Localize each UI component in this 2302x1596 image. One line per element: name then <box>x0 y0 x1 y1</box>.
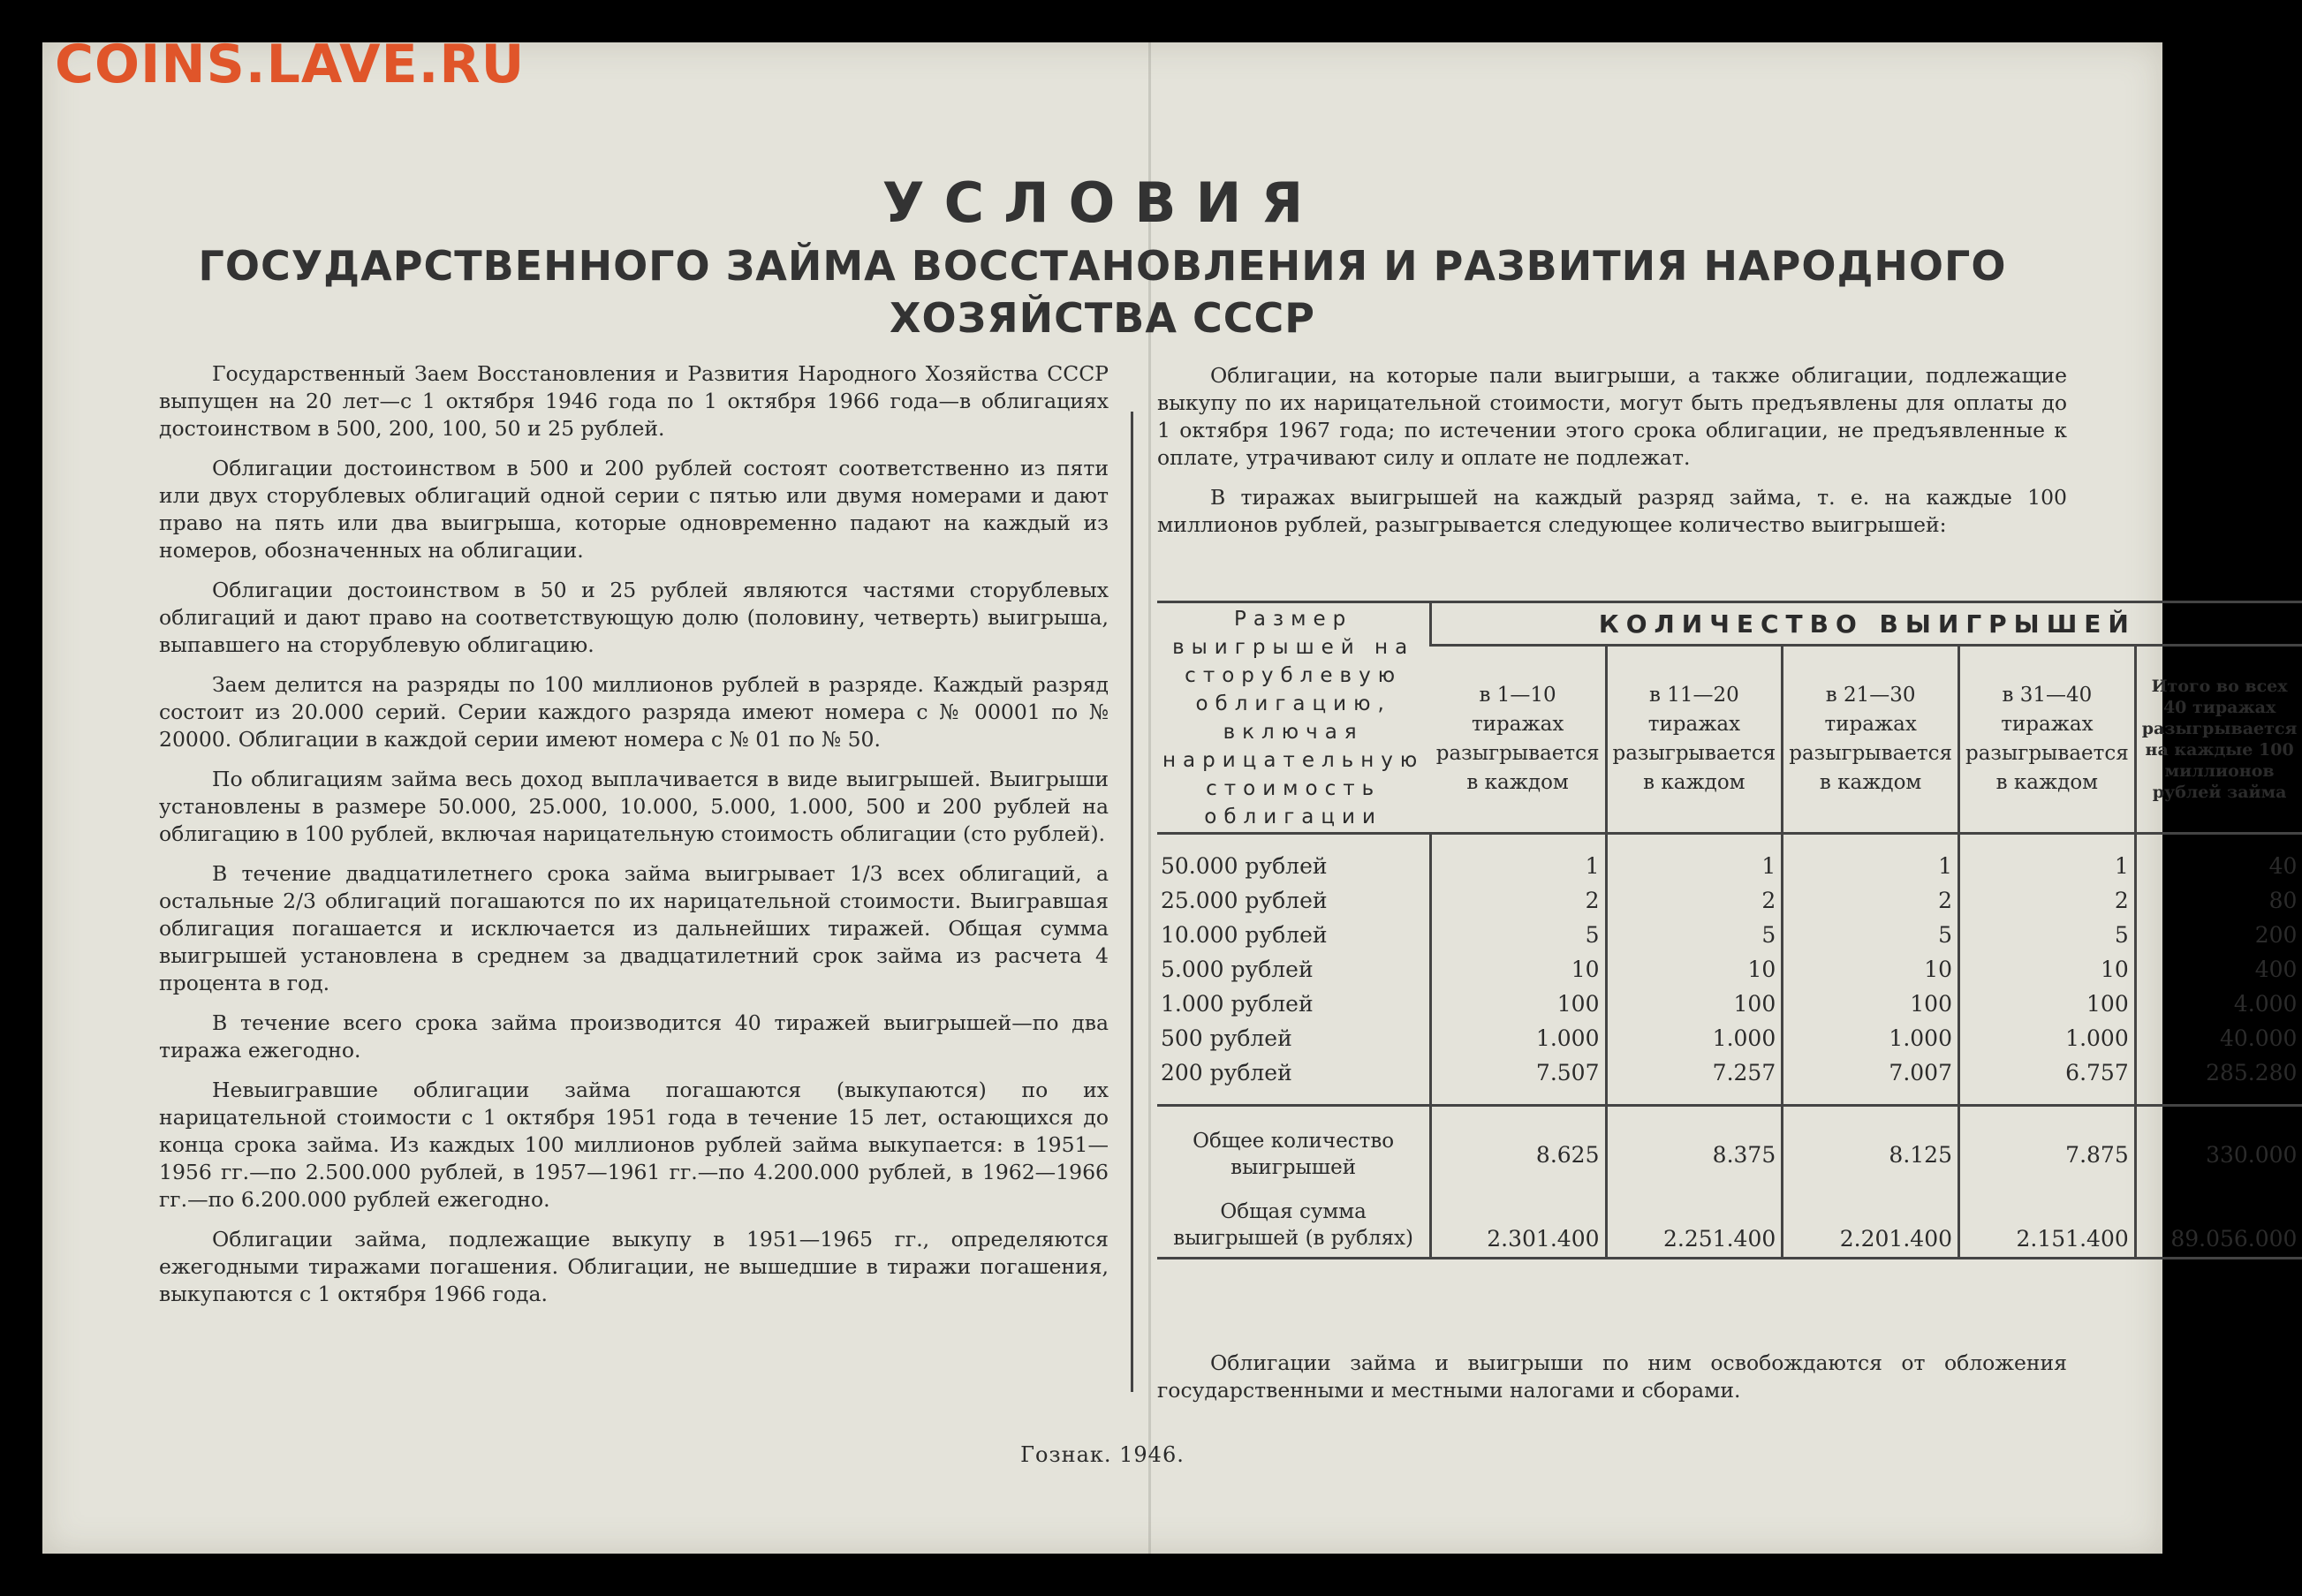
table-cell: 2 <box>1606 883 1783 918</box>
table-cell: 100 <box>1431 987 1606 1021</box>
table-cell: 7.007 <box>1783 1055 1959 1106</box>
table-cell: 400 <box>2135 952 2302 987</box>
table-cell: 2.151.400 <box>1959 1181 2136 1259</box>
table-row <box>1157 987 2302 1021</box>
table-cell: 285.280 <box>2135 1055 2302 1106</box>
paragraph: В течение двадцатилетнего срока займа выигрывает 1/3 всех облигаций, а остальные 2/3 облигаций погашаются по их нарицательной стоимости. Выигравшая облигация погашается и исключается из дальнейших тиражей. Общая сумма выигрышей установлена в среднем за двадцатилетний срок займа из расчета 4 процента в год. <box>159 861 1109 995</box>
right-column <box>1157 362 2067 551</box>
paragraph: Невыигравшие облигации займа погашаются (выкупаются) по их нарицательной стоимости с 1 октября 1951 года в течение 15 лет, остающихся до конца срока займа. Из каждых 100 миллионов рублей займа выкупается: в 1951—1956 гг.—по 2.500.000 рублей, в 1957—1961 гг.—по 4.200.000 рублей, в 1962—1966 гг.—по 6.200.000 рублей ежегодно. <box>159 1078 1109 1212</box>
table-cell: 10 <box>1783 952 1959 987</box>
table-row <box>1157 1055 2302 1106</box>
table-cell: 1.000 рублей <box>1161 991 1314 1017</box>
table-header-span: КОЛИЧЕСТВО ВЫИГРЫШЕЙ <box>1431 602 2302 646</box>
table-cell: 1.000 <box>1606 1021 1783 1055</box>
document-title: УСЛОВИЯ <box>882 170 1323 235</box>
table-header-cell: в 31—40 тиражах разыгрывается в каждом <box>1959 646 2136 834</box>
table-row <box>1157 834 2302 884</box>
table-cell: 1.000 <box>1959 1021 2136 1055</box>
paragraph: В течение всего срока займа производится 40 тиражей выигрышей—по два тиража ежегодно. <box>159 1010 1109 1063</box>
table-cell: 7.875 <box>1959 1106 2136 1182</box>
table-cell: 80 <box>2135 883 2302 918</box>
document-subtitle-line1: ГОСУДАРСТВЕННОГО ЗАЙМА ВОССТАНОВЛЕНИЯ И РАЗВИТИЯ НАРОДНОГО <box>198 242 2007 290</box>
column-divider <box>1131 412 1133 1392</box>
table-cell: 89.056.000 <box>2135 1181 2302 1259</box>
table-cell: 1 <box>1959 834 2136 884</box>
table-cell: 25.000 рублей <box>1161 888 1328 913</box>
left-column <box>159 360 1109 1320</box>
table-cell: 10 <box>1606 952 1783 987</box>
table-row <box>1157 1021 2302 1055</box>
table-row <box>1157 952 2302 987</box>
table-cell: 6.757 <box>1959 1055 2136 1106</box>
table-header-prize-size: Размер выигрышей на сторублевую облигацию, включая нарицательную стоимость облигации <box>1157 602 1431 834</box>
table-cell: 50.000 рублей <box>1161 853 1328 879</box>
table-cell: 7.257 <box>1606 1055 1783 1106</box>
table-cell: 40.000 <box>2135 1021 2302 1055</box>
table-cell: 100 <box>1959 987 2136 1021</box>
table-cell: 8.375 <box>1606 1106 1783 1182</box>
table-cell: 1 <box>1783 834 1959 884</box>
table-cell: 1.000 <box>1431 1021 1606 1055</box>
table-cell: 8.625 <box>1431 1106 1606 1182</box>
table-cell: 8.125 <box>1783 1106 1959 1182</box>
table-row <box>1157 883 2302 918</box>
table-cell: 200 <box>2135 918 2302 952</box>
table-row-total-count <box>1157 1106 2302 1182</box>
table-cell: Общая сумма выигрышей (в рублях) <box>1157 1181 1431 1259</box>
table-cell: 100 <box>1606 987 1783 1021</box>
table-cell: 4.000 <box>2135 987 2302 1021</box>
table-cell: 10 <box>1959 952 2136 987</box>
table-cell: 10 <box>1431 952 1606 987</box>
table-cell: 2 <box>1783 883 1959 918</box>
tax-exemption-note: Облигации займа и выигрыши по ним освобождаются от обложения государственными и местными налогами и сборами. <box>1157 1350 2067 1403</box>
table-cell: 2 <box>1431 883 1606 918</box>
paragraph: Облигации достоинством в 500 и 200 рублей состоят соответственно из пяти или двух сторублевых облигаций одной серии с пятью или двумя номерами и дают право на пять или два выигрыша, которые одновременно падают на каждый из номеров, обозначенных на облигации. <box>159 456 1109 563</box>
paragraph: Заем делится на разряды по 100 миллионов рублей в разряде. Каждый разряд состоит из 20.000 серий. Серии каждого разряда имеют номера с № 00001 по № 20000. Облигации в каждой серии имеют номера с № 01 по № 50. <box>159 672 1109 752</box>
table-cell: 7.507 <box>1431 1055 1606 1106</box>
table-row <box>1157 918 2302 952</box>
table-cell: 1 <box>1431 834 1606 884</box>
table-cell: 5.000 рублей <box>1161 957 1314 982</box>
printer-imprint: Гознак. 1946. <box>1020 1442 1185 1467</box>
table-header-cell: в 11—20 тиражах разыгрывается в каждом <box>1606 646 1783 834</box>
table-cell: 200 рублей <box>1157 1055 1431 1106</box>
paragraph: Государственный Заем Восстановления и Развития Народного Хозяйства СССР выпущен на 20 лет—с 1 октября 1946 года по 1 октября 1966 года—в облигациях достоинством в 500, 200, 100, 50 и 25 рублей. <box>159 361 1109 441</box>
table-header-cell: в 21—30 тиражах разыгрывается в каждом <box>1783 646 1959 834</box>
table-cell: 10.000 рублей <box>1161 922 1328 948</box>
table-cell: 5 <box>1431 918 1606 952</box>
paragraph: Облигации достоинством в 50 и 25 рублей являются частями сторублевых облигаций и дают право на соответствующую долю (половину, четверть) выигрыша, выпавшего на сторублевую облигацию. <box>159 578 1109 657</box>
table-cell: 330.000 <box>2135 1106 2302 1182</box>
document-page <box>42 42 2298 1554</box>
table-cell: 5 <box>1606 918 1783 952</box>
table-cell: 2.251.400 <box>1606 1181 1783 1259</box>
document-subtitle-line2: ХОЗЯЙСТВА СССР <box>890 294 1315 342</box>
prize-table <box>1157 601 2302 1259</box>
table-cell: 2 <box>1959 883 2136 918</box>
table-header-cell: в 1—10 тиражах разыгрывается в каждом <box>1431 646 1606 834</box>
table-cell: 500 рублей <box>1161 1025 1292 1051</box>
table-cell: 1 <box>1606 834 1783 884</box>
paragraph: В тиражах выигрышей на каждый разряд займа, т. е. на каждые 100 миллионов рублей, разыгрывается следующее количество выигрышей: <box>1157 485 2067 537</box>
table-cell: 5 <box>1783 918 1959 952</box>
table-cell: Общее количество выигрышей <box>1193 1130 1395 1179</box>
watermark: COINS.LAVE.RU <box>55 34 526 95</box>
table-cell: 40 <box>2135 834 2302 884</box>
paragraph: По облигациям займа весь доход выплачивается в виде выигрышей. Выигрыши установлены в размере 50.000, 25.000, 10.000, 5.000, 1.000, 500 и 200 рублей на облигацию в 100 рублей, включая нарицательную стоимость облигации (сто рублей). <box>159 767 1109 846</box>
table-header-cell: Итого во всех 40 тиражах разыгрывается на каждые 100 миллионов рублей займа <box>2135 646 2302 834</box>
paragraph: Облигации, на которые пали выигрыши, а также облигации, подлежащие выкупу по их нарицательной стоимости, могут быть предъявлены для оплаты до 1 октября 1967 года; по истечении этого срока облигации, не предъявленные к оплате, утрачивают силу и оплате не подлежат. <box>1157 363 2067 470</box>
table-cell: 2.201.400 <box>1783 1181 1959 1259</box>
table-cell: 5 <box>1959 918 2136 952</box>
table-header-row <box>1157 602 2302 646</box>
table-row-total-sum <box>1157 1181 2302 1259</box>
table-cell: 2.301.400 <box>1431 1181 1606 1259</box>
table-cell: 1.000 <box>1783 1021 1959 1055</box>
table-cell: 100 <box>1783 987 1959 1021</box>
paragraph: Облигации займа, подлежащие выкупу в 1951—1965 гг., определяются ежегодными тиражами погашения. Облигации, не вышедшие в тиражи погашения, выкупаются с 1 октября 1966 года. <box>159 1227 1109 1306</box>
